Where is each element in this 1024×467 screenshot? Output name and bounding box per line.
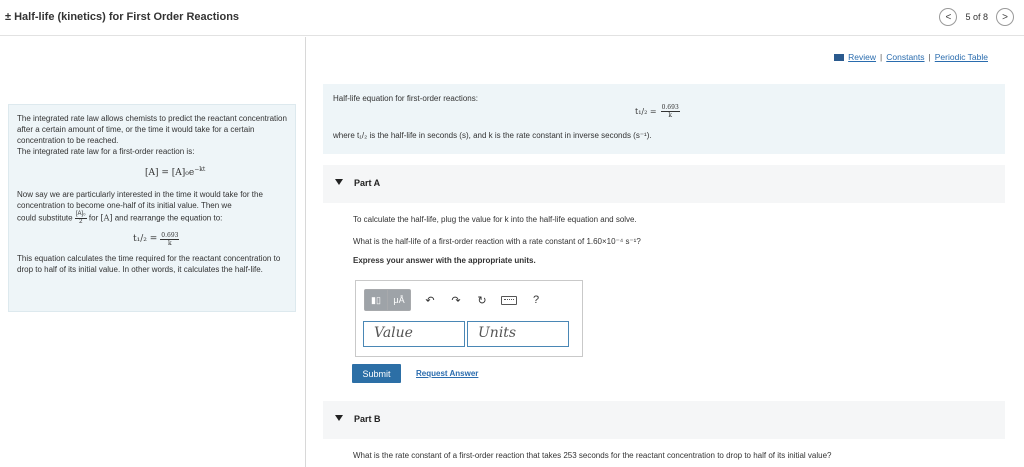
top-bar — [0, 0, 1024, 36]
panel-divider — [305, 37, 306, 467]
collapse-triangle-icon — [335, 415, 343, 421]
pager — [939, 8, 1014, 26]
submit-button[interactable]: Submit — [352, 364, 401, 383]
chevron-left-icon: < — [945, 11, 952, 23]
units-button[interactable] — [388, 290, 410, 310]
book-icon — [834, 54, 844, 61]
review-link[interactable]: Review — [848, 52, 877, 62]
part-b-header[interactable] — [323, 401, 1005, 439]
page-count: 5 of 8 — [965, 12, 988, 22]
part-b-question: What is the rate constant of a first-order reaction that takes 253 seconds for the reactant concentration to drop to half of its initial value? — [353, 451, 832, 460]
periodic-table-link[interactable]: Periodic Table — [934, 52, 988, 62]
part-a-label: Part A — [354, 178, 381, 188]
rate-law-equation: $[A] = [A]_0e^{-kt}$ — [145, 166, 206, 178]
half-concentration-fraction: $\frac{\text{[A]₀}}{2}$ — [75, 211, 86, 225]
constants-link[interactable]: Constants — [886, 52, 925, 62]
substitution-paragraph: Now say we are particularly interested in the time it would take for the concentration to become one-half of its initial value. Then we — [17, 190, 263, 210]
part-a-instruction: To calculate the half-life, plug the value for k into the half-life equation and solve. — [353, 215, 637, 224]
previous-button[interactable] — [939, 8, 957, 26]
answer-fields — [363, 321, 569, 347]
part-a-units-hint: Express your answer with the appropriate units. — [353, 256, 536, 265]
resource-links: Review | Constants | Periodic Table — [834, 52, 988, 62]
equation-definition: where t₁/₂ is the half-life in seconds (s), and k is the rate constant in inverse seconds (s⁻¹). — [333, 131, 652, 140]
next-button[interactable] — [996, 8, 1014, 26]
undo-icon[interactable]: ↶ — [425, 294, 435, 307]
page-title: ± Half-life (kinetics) for First Order Reactions — [5, 11, 240, 23]
reset-icon[interactable]: ↻ — [477, 294, 487, 307]
help-icon[interactable]: ? — [532, 294, 540, 306]
value-input[interactable]: Value — [363, 321, 465, 347]
half-life-equation-left: t₁/₂ = $\frac{0.693}{k}$ — [133, 232, 179, 247]
redo-icon[interactable]: ↷ — [451, 294, 461, 307]
half-life-equation: t₁/₂ = $\frac{0.693}{k}$ — [635, 104, 679, 119]
half-life-equation-box — [323, 84, 1005, 154]
equation-heading: Half-life equation for first-order reactions: — [333, 94, 478, 103]
mu-angstrom-icon: μÅ — [393, 295, 405, 305]
request-answer-link[interactable]: Request Answer — [416, 369, 479, 378]
part-a-header[interactable] — [323, 165, 1005, 203]
template-icon: ▮▯ — [371, 294, 381, 305]
intro-panel — [8, 104, 296, 312]
collapse-triangle-icon — [335, 179, 343, 185]
intro-paragraph: The integrated rate law allows chemists to predict the reactant concentration after a certain amount of time, or the time it would take for a certain concentration to be reached. — [17, 114, 287, 145]
rate-law-intro: The integrated rate law for a first-order reaction is: — [17, 147, 195, 156]
chevron-right-icon: > — [1002, 11, 1008, 23]
math-toolbar — [364, 289, 543, 311]
answer-box — [355, 280, 583, 357]
part-a-question: What is the half-life of a first-order reaction with a rate constant of 1.60×10⁻⁴ s⁻¹? — [353, 237, 641, 246]
keyboard-icon[interactable] — [501, 296, 517, 305]
substitution-line: could substitute $\frac{\text{[A]₀}}{2}$ for [A] and rearrange the equation to: — [17, 211, 223, 225]
conclusion-paragraph: This equation calculates the time required for the reactant concentration to drop to half of its initial value. In other words, it calculates the half-life. — [17, 254, 281, 274]
template-button[interactable] — [365, 290, 387, 310]
part-b-label: Part B — [354, 414, 381, 424]
template-group — [364, 289, 411, 311]
units-input[interactable]: Units — [467, 321, 569, 347]
